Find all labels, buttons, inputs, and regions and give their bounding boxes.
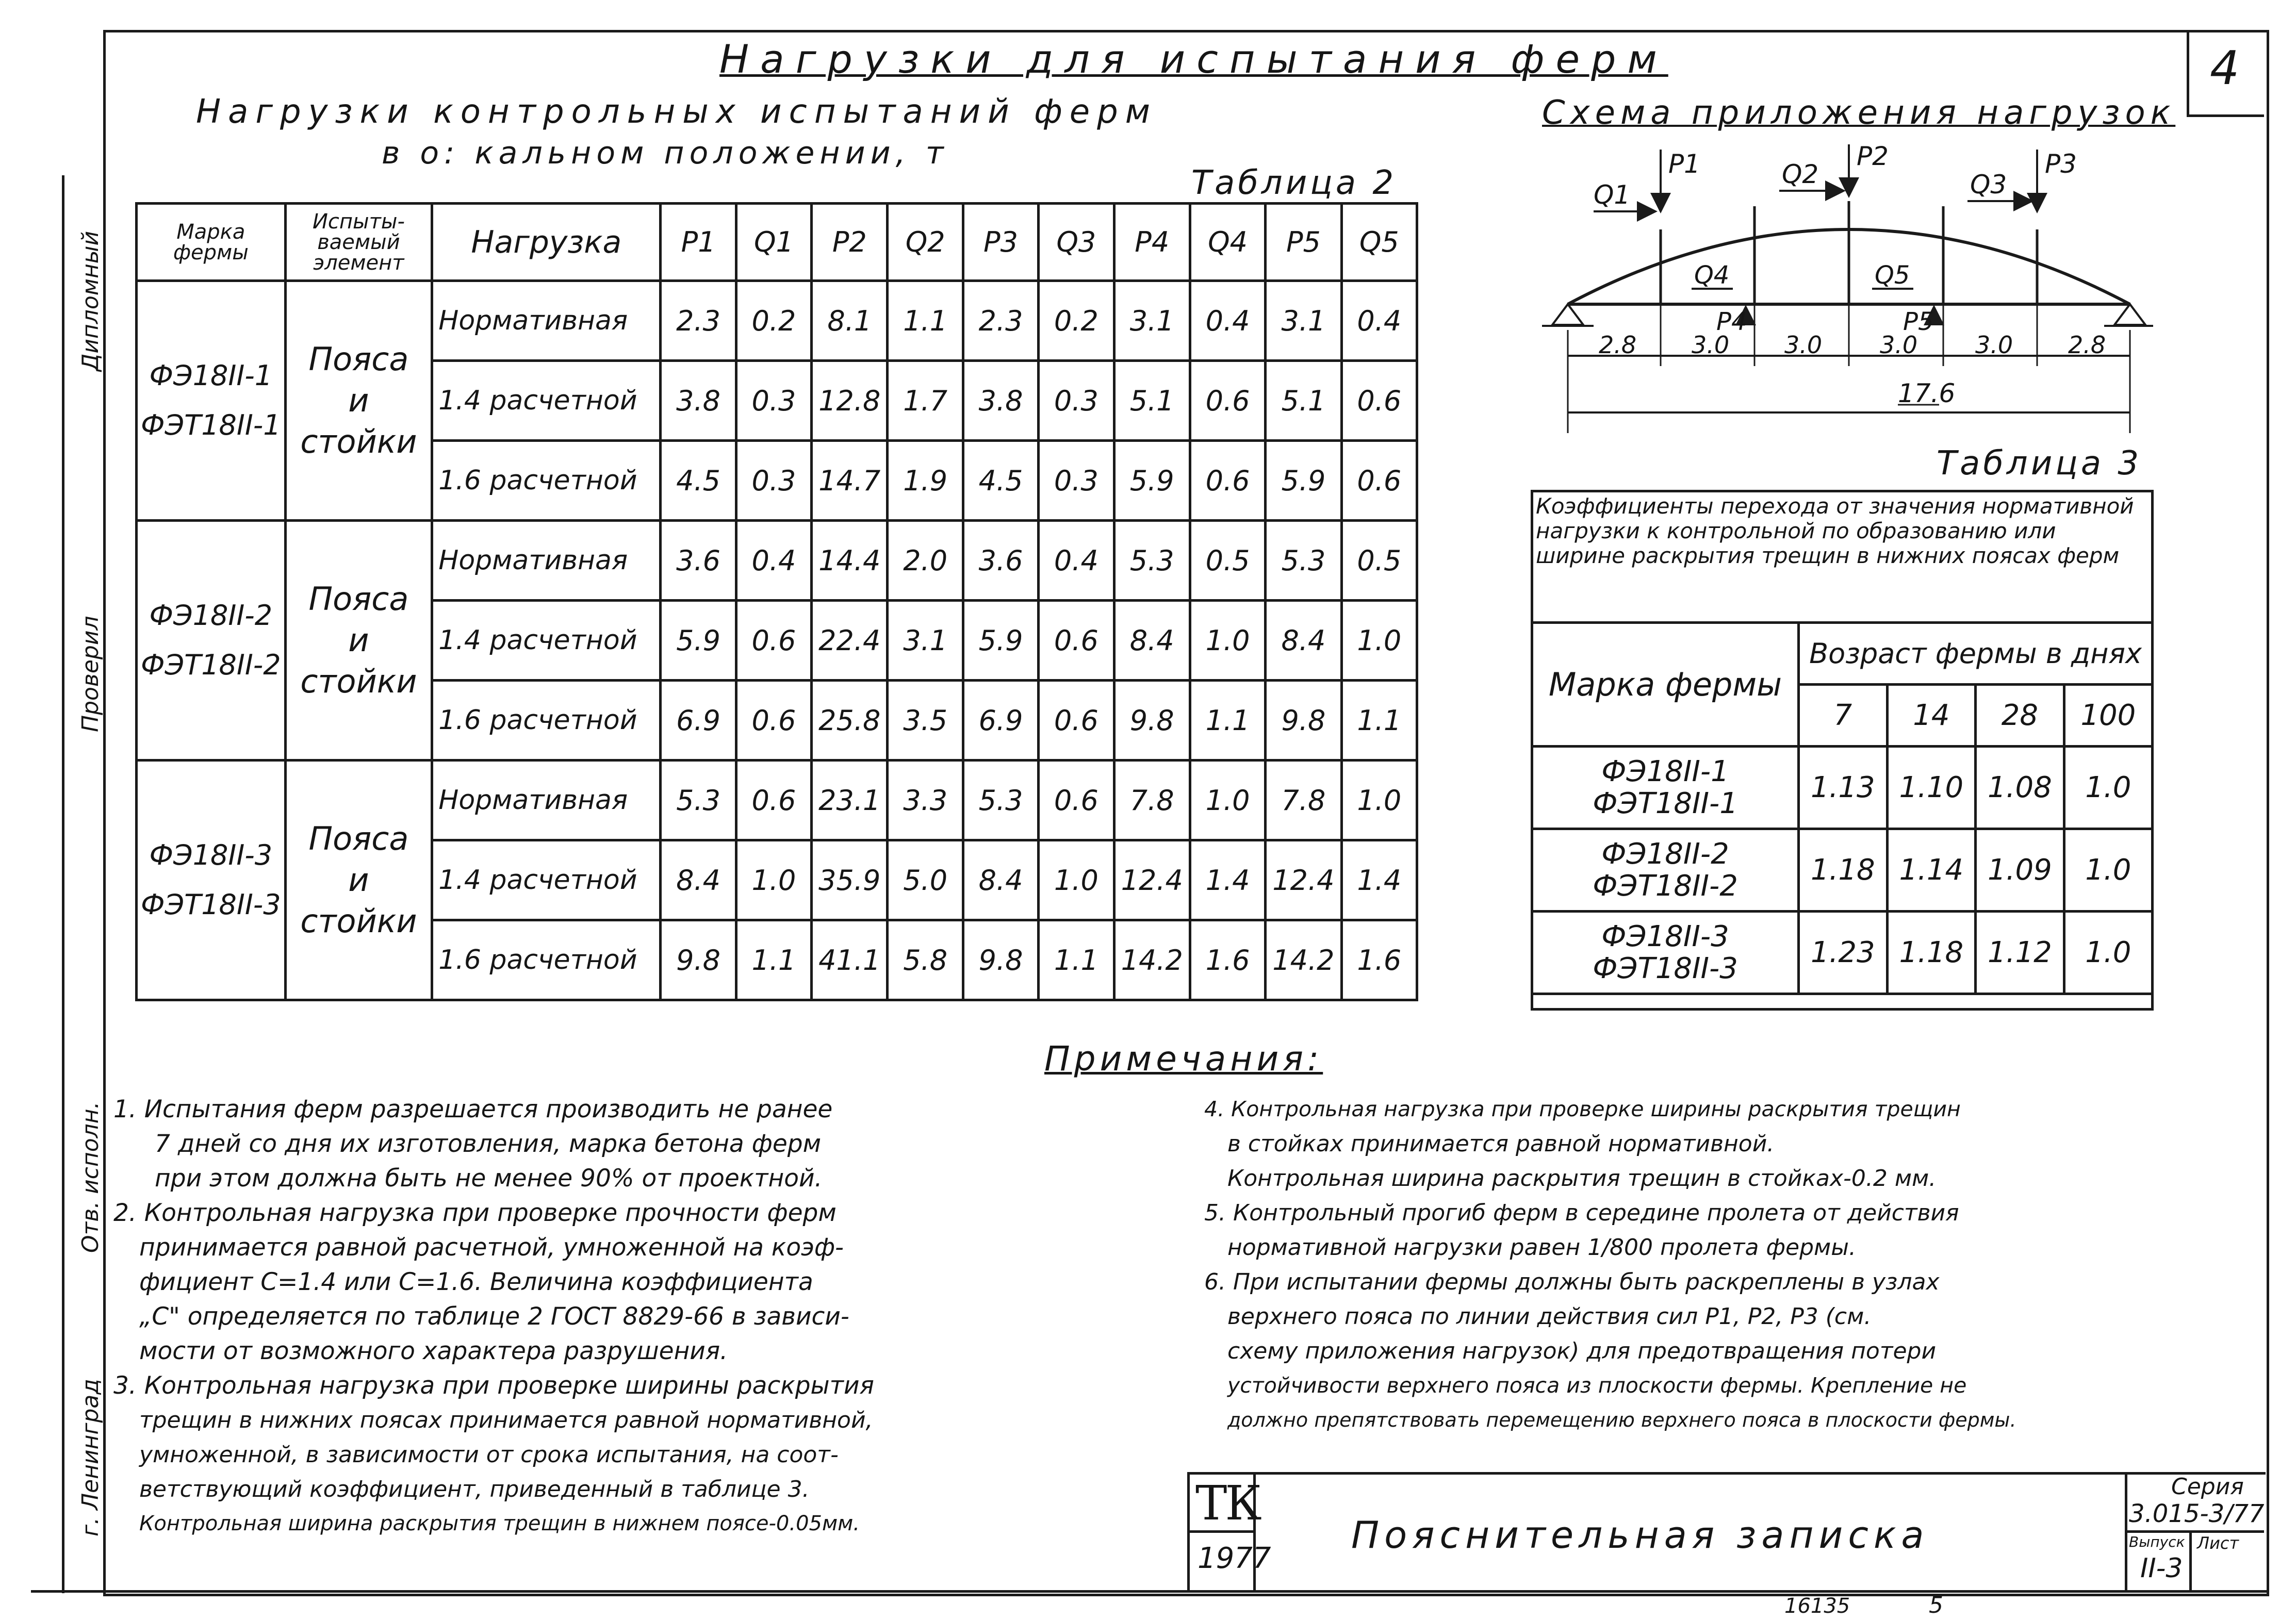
- load-cell: 1.4 расчетной: [432, 601, 661, 681]
- mark-cell: [137, 281, 286, 521]
- t3-col-mark: Марка фермы: [1532, 623, 1799, 747]
- value-cell: 14.2: [1266, 920, 1341, 1000]
- value-cell: 0.4: [736, 521, 811, 601]
- mark-1a: ФЭ18II-1: [149, 359, 273, 392]
- col-header-element: Испыты- ваемый элемент: [285, 204, 432, 281]
- span-2: 3.0: [1692, 331, 1730, 359]
- value-cell: 6.9: [963, 681, 1038, 761]
- value-cell: 0.6: [1039, 761, 1114, 840]
- mark-cell: [137, 521, 286, 761]
- mark-3a: ФЭ18II-3: [149, 839, 273, 871]
- note-line: 6. При испытании фермы должны быть раскреплены в узлах: [1204, 1269, 1940, 1295]
- value-cell: 0.3: [1039, 361, 1114, 441]
- side-label-4: г. Ленинград: [77, 1379, 104, 1536]
- value-cell: 12.8: [812, 361, 888, 441]
- value-cell: 0.6: [736, 681, 811, 761]
- value-cell: 5.1: [1266, 361, 1341, 441]
- col-header-q2: Q2: [888, 204, 963, 281]
- value-cell: 1.1: [1190, 681, 1265, 761]
- label-q4: Q4: [1694, 261, 1730, 290]
- col-header-q4: Q4: [1190, 204, 1265, 281]
- t3-value-cell: 1.14: [1887, 829, 1976, 912]
- col-header-p5: P5: [1266, 204, 1341, 281]
- t3-value-cell: 1.23: [1799, 912, 1888, 994]
- note-line: устойчивости верхнего пояса из плоскости фермы. Крепление не: [1227, 1373, 1967, 1398]
- span-total: 17.6: [1898, 378, 1956, 408]
- value-cell: 4.5: [963, 441, 1038, 521]
- t3-mark-2a: ФЭ18II-2: [1601, 837, 1729, 871]
- value-cell: 3.8: [963, 361, 1038, 441]
- value-cell: 5.3: [1266, 521, 1341, 601]
- note-line: должно препятствовать перемещению верхнего пояса в плоскости фермы.: [1227, 1409, 2016, 1431]
- span-6: 2.8: [2068, 331, 2106, 359]
- value-cell: 3.1: [1266, 281, 1341, 361]
- loads-table: [135, 202, 1418, 1001]
- value-cell: 12.4: [1266, 840, 1341, 920]
- t3-mark-3b: ФЭТ18II-3: [1593, 951, 1738, 985]
- t3-mark-cell: [1532, 912, 1799, 994]
- t3-value-cell: 1.08: [1976, 747, 2064, 829]
- value-cell: 0.6: [1190, 441, 1265, 521]
- t3-mark-cell: [1532, 829, 1799, 912]
- col-header-p1: P1: [661, 204, 736, 281]
- value-cell: 2.0: [888, 521, 963, 601]
- value-cell: 0.4: [1341, 281, 1417, 361]
- t3-value-cell: 1.18: [1799, 829, 1888, 912]
- value-cell: 1.0: [1190, 761, 1265, 840]
- value-cell: 1.0: [1341, 601, 1417, 681]
- value-cell: 22.4: [812, 601, 888, 681]
- side-label-2: Проверил: [77, 616, 104, 732]
- table-row: [1532, 747, 2153, 829]
- series-label: Серия: [2171, 1474, 2244, 1500]
- value-cell: 9.8: [1114, 681, 1190, 761]
- value-cell: 1.6: [1341, 920, 1417, 1000]
- span-5: 3.0: [1975, 331, 2013, 359]
- note-line: „С" определяется по таблице 2 ГОСТ 8829-66 в зависи-: [139, 1302, 849, 1331]
- left-support: [1552, 304, 1583, 325]
- value-cell: 8.4: [1114, 601, 1190, 681]
- value-cell: 0.4: [1039, 521, 1114, 601]
- note-line: 4. Контрольная нагрузка при проверке ширины раскрытия трещин: [1204, 1097, 1961, 1121]
- note-line: фициент С=1.4 или С=1.6. Величина коэффициента: [139, 1268, 813, 1296]
- side-label-1: Дипломный: [77, 230, 104, 371]
- value-cell: 1.0: [736, 840, 811, 920]
- value-cell: 14.7: [812, 441, 888, 521]
- col-header-p4: P4: [1114, 204, 1190, 281]
- note-line: Контрольная ширина раскрытия трещин в нижнем поясе-0.05мм.: [139, 1512, 860, 1535]
- note-line: 5. Контрольный прогиб ферм в середине пролета от действия: [1204, 1200, 1959, 1226]
- span-1: 2.8: [1599, 331, 1637, 359]
- stamp-divider-4: [2125, 1530, 2264, 1533]
- value-cell: 9.8: [1266, 681, 1341, 761]
- table-row: [137, 281, 1417, 361]
- table3-title: Коэффициенты перехода от значения нормативной нагрузки к контрольной по образованию или ширине раскрытия трещин в нижних поясах ферм: [1536, 493, 2134, 568]
- value-cell: 9.8: [963, 920, 1038, 1000]
- note-line: нормативной нагрузки равен 1/800 пролета фермы.: [1227, 1234, 1856, 1261]
- value-cell: 4.5: [661, 441, 736, 521]
- t3-value-cell: 1.0: [2064, 912, 2152, 994]
- value-cell: 0.3: [736, 361, 811, 441]
- element-cell: Пояса и стойки: [285, 521, 432, 761]
- note-line: 3. Контрольная нагрузка при проверке ширины раскрытия: [113, 1371, 874, 1400]
- load-cell: 1.4 расчетной: [432, 840, 661, 920]
- value-cell: 1.0: [1341, 761, 1417, 840]
- t3-mark-1b: ФЭТ18II-1: [1593, 786, 1738, 820]
- stamp-title: Пояснительная записка: [1351, 1513, 1929, 1557]
- value-cell: 3.8: [661, 361, 736, 441]
- note-line: схему приложения нагрузок) для предотвращения потери: [1227, 1338, 1937, 1364]
- value-cell: 23.1: [812, 761, 888, 840]
- t3-mark-cell: [1532, 747, 1799, 829]
- note-line: умноженной, в зависимости от срока испытания, на соот-: [139, 1442, 839, 1468]
- value-cell: 1.1: [1039, 920, 1114, 1000]
- right-support: [2114, 304, 2145, 325]
- value-cell: 5.9: [963, 601, 1038, 681]
- main-title: Нагрузки для испытания ферм: [719, 36, 1668, 82]
- sheet-number: 4: [2210, 41, 2240, 95]
- value-cell: 1.0: [1039, 840, 1114, 920]
- label-q5: Q5: [1875, 261, 1910, 290]
- sheet-label: Лист: [2197, 1533, 2239, 1553]
- label-q2: Q2: [1782, 159, 1819, 189]
- value-cell: 0.2: [1039, 281, 1114, 361]
- value-cell: 1.4: [1341, 840, 1417, 920]
- value-cell: 5.3: [661, 761, 736, 840]
- note-line: ветствующий коэффициент, приведенный в таблице 3.: [139, 1476, 810, 1502]
- table2-heading-line1: Нагрузки контрольных испытаний ферм: [196, 93, 1158, 131]
- value-cell: 0.6: [1341, 441, 1417, 521]
- load-cell: 1.6 расчетной: [432, 441, 661, 521]
- value-cell: 41.1: [812, 920, 888, 1000]
- truss-scheme: [1537, 134, 2156, 443]
- col-header-p2: P2: [812, 204, 888, 281]
- t3-value-cell: 1.09: [1976, 829, 2064, 912]
- value-cell: 0.6: [1039, 681, 1114, 761]
- t3-value-cell: 1.0: [2064, 747, 2152, 829]
- table-row: [1532, 829, 2153, 912]
- value-cell: 7.8: [1114, 761, 1190, 840]
- table2-caption: Таблица 2: [1191, 164, 1397, 202]
- table3-caption: Таблица 3: [1937, 444, 2142, 483]
- value-cell: 1.1: [888, 281, 963, 361]
- value-cell: 3.6: [963, 521, 1038, 601]
- stamp-divider-5: [2189, 1530, 2192, 1591]
- value-cell: 0.4: [1190, 281, 1265, 361]
- value-cell: 0.6: [736, 761, 811, 840]
- value-cell: 1.4: [1190, 840, 1265, 920]
- load-cell: Нормативная: [432, 761, 661, 840]
- scheme-title: Схема приложения нагрузок: [1542, 94, 2176, 132]
- col-header-mark: Марка фермы: [137, 204, 286, 281]
- value-cell: 9.8: [661, 920, 736, 1000]
- label-p1: P1: [1668, 149, 1700, 179]
- mark-cell: [137, 761, 286, 1000]
- mark-3b: ФЭТ18II-3: [141, 888, 281, 921]
- value-cell: 1.6: [1190, 920, 1265, 1000]
- binding-strip-line: [62, 175, 64, 1593]
- col-header-load: Нагрузка: [432, 204, 661, 281]
- value-cell: 0.3: [1039, 441, 1114, 521]
- value-cell: 5.3: [1114, 521, 1190, 601]
- col-header-p3: P3: [963, 204, 1038, 281]
- note-line: принимается равной расчетной, умноженной на коэф-: [139, 1233, 844, 1262]
- t3-col-age: Возраст фермы в днях: [1799, 623, 2153, 685]
- t3-value-cell: 1.0: [2064, 829, 2152, 912]
- value-cell: 1.1: [736, 920, 811, 1000]
- mark-2a: ФЭ18II-2: [149, 599, 273, 632]
- note-line: Контрольная ширина раскрытия трещин в стойках-0.2 мм.: [1227, 1165, 1937, 1192]
- value-cell: 5.9: [1266, 441, 1341, 521]
- t3-mark-2b: ФЭТ18II-2: [1593, 869, 1738, 903]
- table-row: [137, 521, 1417, 601]
- t3-age-28: 28: [1976, 685, 2064, 747]
- t3-mark-3a: ФЭ18II-3: [1601, 919, 1729, 953]
- value-cell: 25.8: [812, 681, 888, 761]
- value-cell: 2.3: [661, 281, 736, 361]
- value-cell: 5.0: [888, 840, 963, 920]
- note-line: 1. Испытания ферм разрешается производить не ранее: [113, 1095, 833, 1123]
- col-header-q1: Q1: [736, 204, 811, 281]
- tk-logo: ТК: [1195, 1476, 1260, 1531]
- value-cell: 1.0: [1190, 601, 1265, 681]
- t3-mark-1a: ФЭ18II-1: [1601, 754, 1729, 788]
- value-cell: 1.7: [888, 361, 963, 441]
- value-cell: 3.1: [888, 601, 963, 681]
- value-cell: 8.4: [661, 840, 736, 920]
- value-cell: 5.9: [661, 601, 736, 681]
- t3-age-14: 14: [1887, 685, 1976, 747]
- value-cell: 1.9: [888, 441, 963, 521]
- value-cell: 3.6: [661, 521, 736, 601]
- value-cell: 8.4: [1266, 601, 1341, 681]
- notes-left: [113, 1092, 1176, 1541]
- t3-value-cell: 1.18: [1887, 912, 1976, 994]
- label-p4: P4: [1716, 307, 1747, 336]
- issue-number: II-3: [2140, 1553, 2183, 1584]
- value-cell: 8.1: [812, 281, 888, 361]
- load-cell: 1.6 расчетной: [432, 920, 661, 1000]
- value-cell: 8.4: [963, 840, 1038, 920]
- element-cell: Пояса и стойки: [285, 281, 432, 521]
- value-cell: 35.9: [812, 840, 888, 920]
- value-cell: 5.3: [963, 761, 1038, 840]
- footer-code: 16135: [1784, 1594, 1850, 1618]
- mark-1b: ФЭТ18II-1: [141, 409, 281, 441]
- t3-value-cell: 1.13: [1799, 747, 1888, 829]
- note-line: верхнего пояса по линии действия сил P1, P2, P3 (см.: [1227, 1303, 1872, 1330]
- table2-heading-line2: в о: кальном положении, т: [382, 135, 949, 171]
- table-row: [1532, 912, 2153, 994]
- value-cell: 7.8: [1266, 761, 1341, 840]
- col-header-q5: Q5: [1341, 204, 1417, 281]
- notes-title: Примечания:: [1044, 1039, 1323, 1079]
- value-cell: 0.6: [1039, 601, 1114, 681]
- value-cell: 0.6: [736, 601, 811, 681]
- note-line: при этом должна быть не менее 90% от проектной.: [155, 1164, 823, 1193]
- value-cell: 3.5: [888, 681, 963, 761]
- label-p2: P2: [1857, 141, 1889, 171]
- footer-page: 5: [1929, 1592, 1943, 1618]
- side-label-3: Отв. исполн.: [77, 1101, 104, 1253]
- value-cell: 14.4: [812, 521, 888, 601]
- note-line: мости от возможного характера разрушения.: [139, 1337, 728, 1365]
- t3-value-cell: 1.12: [1976, 912, 2064, 994]
- coefficients-table: [1531, 621, 2154, 995]
- value-cell: 3.1: [1114, 281, 1190, 361]
- issue-label: Выпуск: [2129, 1533, 2185, 1550]
- label-q1: Q1: [1594, 180, 1631, 210]
- note-line: в стойках принимается равной нормативной.: [1227, 1131, 1775, 1157]
- value-cell: 14.2: [1114, 920, 1190, 1000]
- value-cell: 3.3: [888, 761, 963, 840]
- value-cell: 1.1: [1341, 681, 1417, 761]
- mark-2b: ФЭТ18II-2: [141, 649, 281, 681]
- note-line: 7 дней со дня их изготовления, марка бетона ферм: [155, 1130, 822, 1158]
- t3-value-cell: 1.10: [1887, 747, 1976, 829]
- element-cell: Пояса и стойки: [285, 761, 432, 1000]
- value-cell: 6.9: [661, 681, 736, 761]
- span-4: 3.0: [1880, 331, 1918, 359]
- value-cell: 0.2: [736, 281, 811, 361]
- load-cell: 1.6 расчетной: [432, 681, 661, 761]
- value-cell: 5.1: [1114, 361, 1190, 441]
- load-cell: 1.4 расчетной: [432, 361, 661, 441]
- value-cell: 0.5: [1341, 521, 1417, 601]
- value-cell: 2.3: [963, 281, 1038, 361]
- t3-age-100: 100: [2064, 685, 2152, 747]
- load-cell: Нормативная: [432, 281, 661, 361]
- load-cell: Нормативная: [432, 521, 661, 601]
- col-header-q3: Q3: [1039, 204, 1114, 281]
- value-cell: 0.6: [1341, 361, 1417, 441]
- span-3: 3.0: [1784, 331, 1823, 359]
- value-cell: 5.8: [888, 920, 963, 1000]
- stamp-year: 1977: [1198, 1542, 1271, 1575]
- value-cell: 12.4: [1114, 840, 1190, 920]
- note-line: 2. Контрольная нагрузка при проверке прочности ферм: [113, 1199, 837, 1227]
- value-cell: 0.6: [1190, 361, 1265, 441]
- notes-right: [1204, 1092, 2261, 1437]
- series-number: 3.015-3/77: [2129, 1499, 2265, 1528]
- label-q3: Q3: [1970, 170, 2007, 200]
- t3-age-7: 7: [1799, 685, 1888, 747]
- label-p5: P5: [1903, 307, 1934, 336]
- table-row: [137, 761, 1417, 840]
- value-cell: 5.9: [1114, 441, 1190, 521]
- label-p3: P3: [2045, 149, 2077, 179]
- value-cell: 0.3: [736, 441, 811, 521]
- value-cell: 0.5: [1190, 521, 1265, 601]
- note-line: трещин в нижних поясах принимается равной нормативной,: [139, 1407, 873, 1433]
